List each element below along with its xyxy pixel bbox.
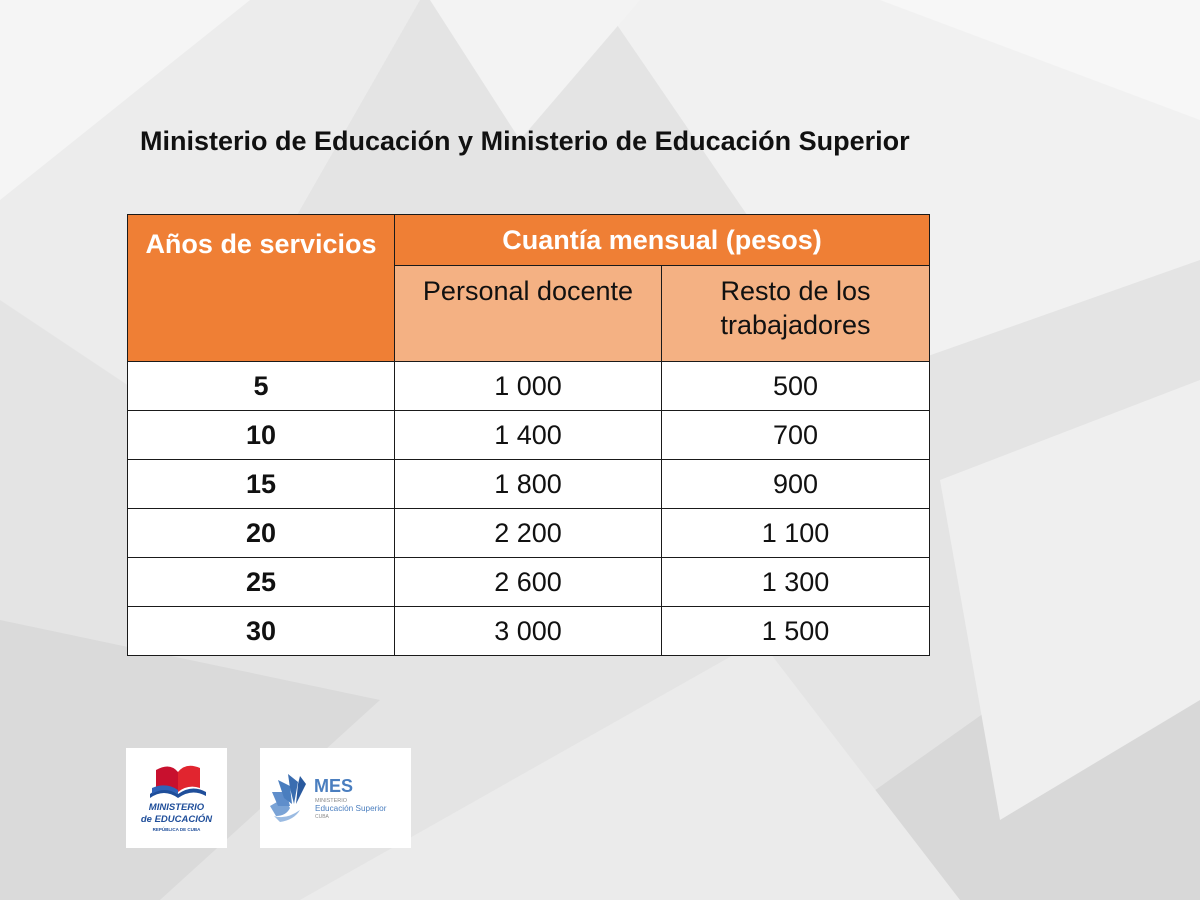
mined-logo-line1: MINISTERIO [148, 802, 205, 813]
mes-logo-line2: Educación Superior [315, 804, 387, 813]
teaching-amount-cell: 3 000 [395, 607, 662, 656]
rest-amount-cell: 1 500 [662, 607, 930, 656]
years-cell: 30 [128, 607, 395, 656]
teaching-amount-cell: 1 400 [395, 411, 662, 460]
years-cell: 5 [128, 362, 395, 411]
mes-logo-acronym: MES [314, 776, 354, 796]
mes-logo-line1: MINISTERIO [315, 798, 348, 804]
header-other-workers: Resto de los trabajadores [662, 266, 930, 362]
table-row [128, 509, 930, 558]
book-emblem-icon [126, 748, 227, 848]
years-cell: 25 [128, 558, 395, 607]
table-row [128, 558, 930, 607]
header-monthly-amount: Cuantía mensual (pesos) [395, 215, 930, 266]
teaching-amount-cell: 1 000 [395, 362, 662, 411]
service-years-table [127, 214, 930, 656]
table-header-row [128, 215, 930, 266]
mes-logo [260, 748, 411, 848]
mes-logo-line3: CUBA [315, 814, 329, 820]
rest-amount-cell: 500 [662, 362, 930, 411]
years-cell: 10 [128, 411, 395, 460]
rest-amount-cell: 700 [662, 411, 930, 460]
years-cell: 15 [128, 460, 395, 509]
mined-logo-line3: REPÚBLICA DE CUBA [152, 827, 201, 832]
years-cell: 20 [128, 509, 395, 558]
teaching-amount-cell: 2 200 [395, 509, 662, 558]
header-years-of-service: Años de servicios [128, 215, 395, 362]
table-row [128, 607, 930, 656]
page-title: Ministerio de Educación y Ministerio de Educación Superior [140, 126, 910, 156]
table-row [128, 362, 930, 411]
rest-amount-cell: 1 100 [662, 509, 930, 558]
rest-amount-cell: 900 [662, 460, 930, 509]
teaching-amount-cell: 2 600 [395, 558, 662, 607]
header-teaching-staff: Personal docente [395, 266, 662, 362]
teaching-amount-cell: 1 800 [395, 460, 662, 509]
table-row [128, 411, 930, 460]
mes-emblem-icon [260, 748, 411, 848]
mined-logo-line2: de EDUCACIÓN [140, 814, 213, 825]
ministerio-educacion-logo [126, 748, 227, 848]
rest-amount-cell: 1 300 [662, 558, 930, 607]
table-row [128, 460, 930, 509]
